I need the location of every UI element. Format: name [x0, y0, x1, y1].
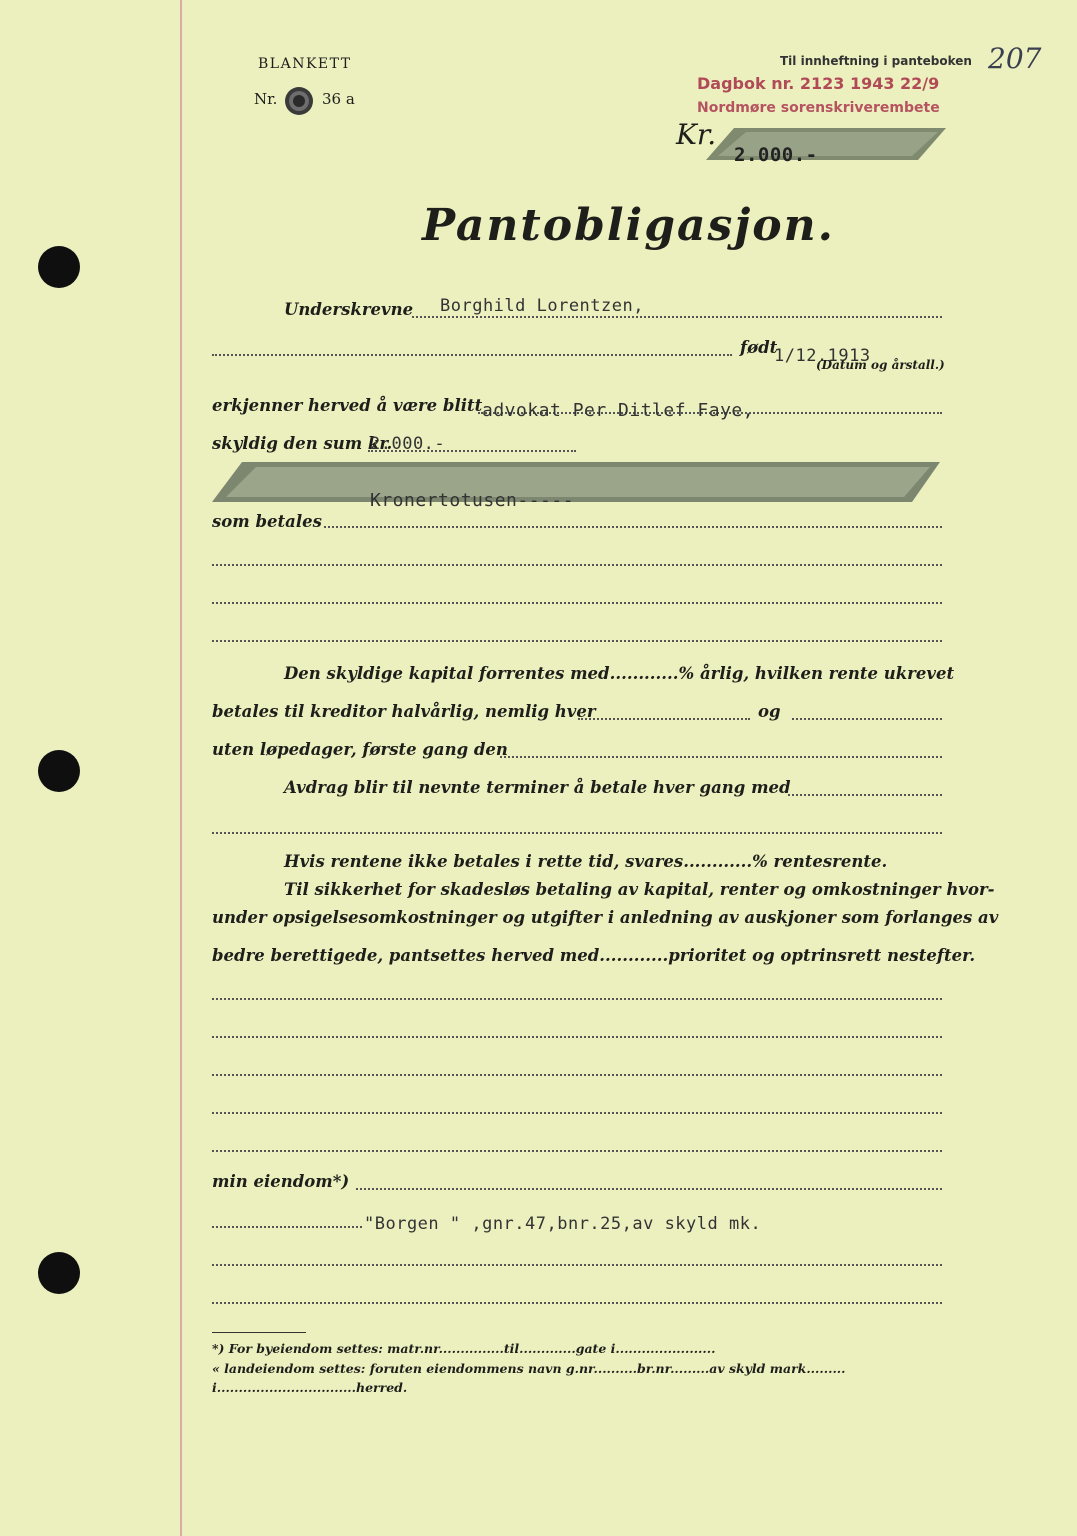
amount-label: Kr. — [676, 118, 717, 151]
dotted-line — [500, 756, 942, 758]
born-value: 1/12.1913 — [774, 346, 871, 366]
first-time-line: uten løpedager, første gang den — [212, 740, 508, 759]
dotted-line — [792, 718, 942, 720]
undersigned-value: Borghild Lorentzen, — [440, 296, 644, 316]
stamp-top-line: Til innheftning i panteboken — [780, 54, 972, 68]
amount-value: 2.000.- — [734, 144, 818, 166]
dotted-line — [212, 1226, 362, 1228]
sum-band — [212, 462, 940, 502]
dotted-line — [212, 564, 942, 566]
form-nr-label: Nr. — [254, 90, 278, 108]
document-title: Pantobligasjon. — [422, 200, 835, 251]
security-line-3: bedre berettigede, pantsettes herved med............prioritet og optrinsrett nestefter. — [212, 946, 976, 965]
punch-hole — [38, 750, 80, 792]
office-stamp: Nordmøre sorenskriverembete — [697, 100, 940, 116]
property-label: min eiendom*) — [212, 1172, 350, 1191]
footnote-line-2: « landeiendom settes: foruten eiendommens navn g.nr..........br.nr.........av skyld mark......... — [212, 1361, 846, 1376]
dotted-line — [212, 1036, 942, 1038]
dotted-line — [212, 354, 732, 356]
dotted-line — [212, 1264, 942, 1266]
dotted-line — [212, 602, 942, 604]
born-label: født — [740, 338, 778, 357]
margin-line — [180, 0, 182, 1536]
footnote-line-1: *) For byeiendom settes: matr.nr...............til.............gate i....................... — [212, 1341, 716, 1356]
sum-in-words: Kronertotusen----- — [370, 490, 575, 511]
dotted-line — [212, 1302, 942, 1304]
dagbok-stamp: Dagbok nr. 2123 1943 22/9 — [697, 74, 940, 93]
security-line-2: under opsigelsesomkostninger og utgifter i anledning av auskjoner som forlanges av — [212, 908, 999, 927]
interest-line: Den skyldige kapital forrentes med............% årlig, hvilken rente ukrevet — [284, 664, 955, 683]
punch-hole — [38, 1252, 80, 1294]
dotted-line — [212, 998, 942, 1000]
page-number: 207 — [988, 42, 1042, 75]
footnote-rule — [212, 1332, 306, 1333]
creditor-value: advokat Per Ditlef Faye, — [482, 400, 755, 421]
footnote-line-3: i................................herred. — [212, 1380, 408, 1395]
dotted-line — [212, 1074, 942, 1076]
paid-line: betales til kreditor halvårlig, nemlig hver — [212, 702, 596, 721]
owing-label: skyldig den sum kr. — [212, 434, 393, 453]
paid-line-and: og — [758, 702, 781, 721]
dotted-line — [788, 794, 942, 796]
dotted-line — [356, 1188, 942, 1190]
dotted-line — [212, 832, 942, 834]
undersigned-label: Underskrevne — [284, 300, 414, 319]
dotted-line — [212, 1150, 942, 1152]
form-label: BLANKETT — [258, 56, 352, 72]
punch-hole — [38, 246, 80, 288]
security-line-1: Til sikkerhet for skadesløs betaling av kapital, renter og omkostninger hvor- — [284, 880, 995, 899]
payable-label: som betales — [212, 512, 322, 531]
property-value: "Borgen " ,gnr.47,bnr.25,av skyld mk. — [364, 1214, 762, 1234]
installments-line: Avdrag blir til nevnte terminer å betale hver gang med — [284, 778, 791, 797]
dotted-line — [212, 1112, 942, 1114]
acknowledges-label: erkjenner herved å være blitt — [212, 396, 483, 415]
seal-icon — [284, 86, 314, 116]
owing-value: 2.000.- — [370, 434, 446, 454]
dotted-line — [324, 526, 942, 528]
default-interest-line: Hvis rentene ikke betales i rette tid, svares............% rentesrente. — [284, 852, 888, 871]
born-hint: (Datum og årstall.) — [816, 358, 945, 372]
dotted-line — [212, 640, 942, 642]
form-nr-value: 36 a — [322, 90, 355, 108]
dotted-line — [412, 316, 942, 318]
dotted-line — [578, 718, 750, 720]
